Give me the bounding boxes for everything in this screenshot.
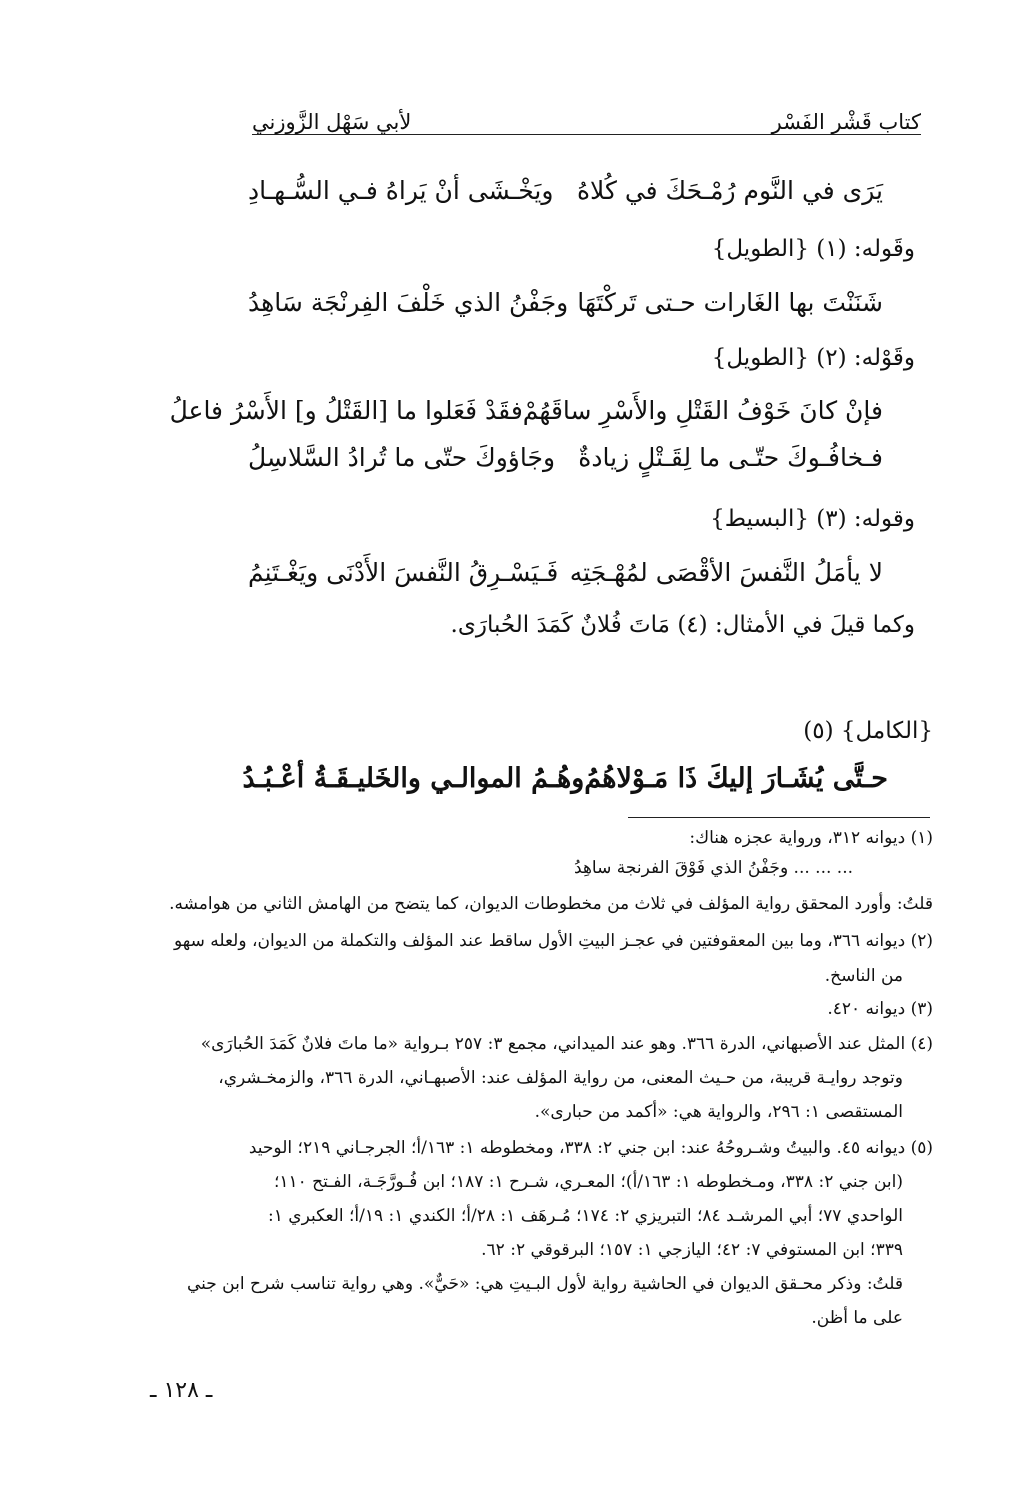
footnote-separator <box>628 817 930 818</box>
quotation-intro: وقوله: (٣) {البسيط} <box>710 506 915 532</box>
verse-first-hemistich: فـخافُـوكَ حتّـى ما لِقَـتْلٍ زيادةٌ <box>578 442 883 472</box>
verse-line <box>242 758 888 798</box>
footnote-line: المستقصى ١: ٢٩٦، والرواية هي: «أكمد من حبارى». <box>534 1102 903 1122</box>
verse-line <box>248 552 883 592</box>
meter-label: {الكامل} (٥) <box>803 718 933 744</box>
quotation-intro: وقَوْله: (٢) {الطويل} <box>711 345 915 371</box>
footnote-line: الواحدي ٧٧؛ أبي المرشـد ٨٤؛ التبريزي ٢: ١٧٤؛ مُـرهَف ١: ٢٨/أ؛ الكندي ١: ١٩/أ؛ العكبري ١: <box>268 1206 903 1226</box>
footnote-line: قلتُ: وذكر محـقق الديوان في الحاشية رواية لأول البـيتِ هي: «حَيٌّ». وهي رواية تناسب شرح ابن جني <box>186 1274 903 1294</box>
verse-first-hemistich: فإنْ كانَ خَوْفُ القَتْلِ والأَسْرِ ساقَهُمْ <box>522 395 883 425</box>
verse-second-hemistich: فَـيَسْـرِقُ النَّفسَ الأَدْنَى ويَغْـتَنِمُ <box>248 557 559 587</box>
verse-first-hemistich: يَرَى في النَّوم رُمْـحَكَ في كُلاهُ <box>576 175 883 205</box>
page-number: ـ ١٢٨ ـ <box>150 1378 213 1403</box>
footnote-line: وتوجد روايـة قريبة، من حـيث المعنى، من رواية المؤلف عند: الأصبهـاني، الدرة ٣٦٦، والزمخـشري، <box>218 1068 903 1088</box>
verse-second-hemistich: ويَخْـشَى أنْ يَراهُ فـي السُّـهـادِ <box>248 175 554 205</box>
footnote-line: من الناسخ. <box>824 966 903 986</box>
quotation-intro: وقَوله: (١) {الطويل} <box>711 236 915 262</box>
footnote-line: ٣٣٩؛ ابن المستوفي ٧: ٤٢؛ اليازجي ١: ١٥٧؛ البرقوقي ٢: ٦٢. <box>481 1240 903 1260</box>
running-header <box>252 100 921 135</box>
footnote-line: (٤) المثل عند الأصبهاني، الدرة ٣٦٦. وهو عند الميداني، مجمع ٣: ٢٥٧ بـرواية «ما ماتَ فلانٌ كَمَدَ الحُبارَى» <box>200 1034 933 1054</box>
proverb-line: وكما قيلَ في الأمثال: (٤) مَاتَ فُلانٌ كَمَدَ الحُبارَى. <box>450 612 915 638</box>
verse-line <box>248 437 883 477</box>
footnote-line: (٥) ديوانه ٤٥. والبيتُ وشـروحُهُ عند: ابن جني ٢: ٣٣٨، ومخطوطه ١: ١٦٣/أ؛ الجرجـاني ٢١٩؛ الوحيد <box>248 1138 933 1158</box>
footnote-line: (١) ديوانه ٣١٢، ورواية عجزه هناك: <box>689 828 933 848</box>
book-title: كتاب قَشْر الفَسْر <box>771 110 921 134</box>
verse-line <box>169 390 883 430</box>
verse-line <box>248 170 883 210</box>
verse-first-hemistich: حـتَّى يُشَـارَ إليكَ ذَا مَـوْلاهُمُ <box>584 762 888 794</box>
footnote-line: قلتُ: وأورد المحقق رواية المؤلف في ثلاث من مخطوطات الديوان، كما يتضح من الهامش الثاني من هوامشه. <box>169 894 933 914</box>
verse-second-hemistich: وهُـمُ الموالـي والخَليـقَـةُ أعْـبُـدُ <box>242 762 585 794</box>
footnote-line: على ما أظن. <box>811 1308 903 1328</box>
footnote-line: (٢) ديوانه ٣٦٦، وما بين المعقوفتين في عجـز البيتِ الأول ساقط عند المؤلف والتكملة من الديوان، ولعله سهو <box>173 931 933 951</box>
footnote-line: (٣) ديوانه ٤٢٠. <box>827 999 933 1019</box>
verse-second-hemistich: وجَفْنُ الذي خَلْفَ الفِرنْجَة سَاهِدُ <box>248 287 569 317</box>
verse-first-hemistich: شَنَنْتَ بها الغَارات حـتى تَركْتَهَا <box>577 287 883 317</box>
footnote-line: (ابن جني ٢: ٣٣٨، ومـخطوطه ١: ١٦٣/أ)؛ المعـري، شـرح ١: ١٨٧؛ ابن فُـورَّجَـة، الفـتح ١١٠؛ <box>273 1172 903 1192</box>
verse-first-hemistich: لا يأمَلُ النَّفسَ الأقْصَى لمُهْـجَتِه <box>569 557 883 587</box>
author-name: لأبي سَهْل الزَّوزني <box>252 110 412 134</box>
footnote-line: ... ... ... وجَفْنُ الذي فَوْقَ الفرنجة ساهِدُ <box>574 858 853 878</box>
verse-second-hemistich: فقَدْ فَعَلوا ما [القَتْلُ و] الأَسْرُ فاعلُ <box>169 395 523 425</box>
verse-second-hemistich: وجَاؤوكَ حتّى ما تُرادُ السَّلاسِلُ <box>248 442 556 472</box>
verse-line <box>248 282 883 322</box>
